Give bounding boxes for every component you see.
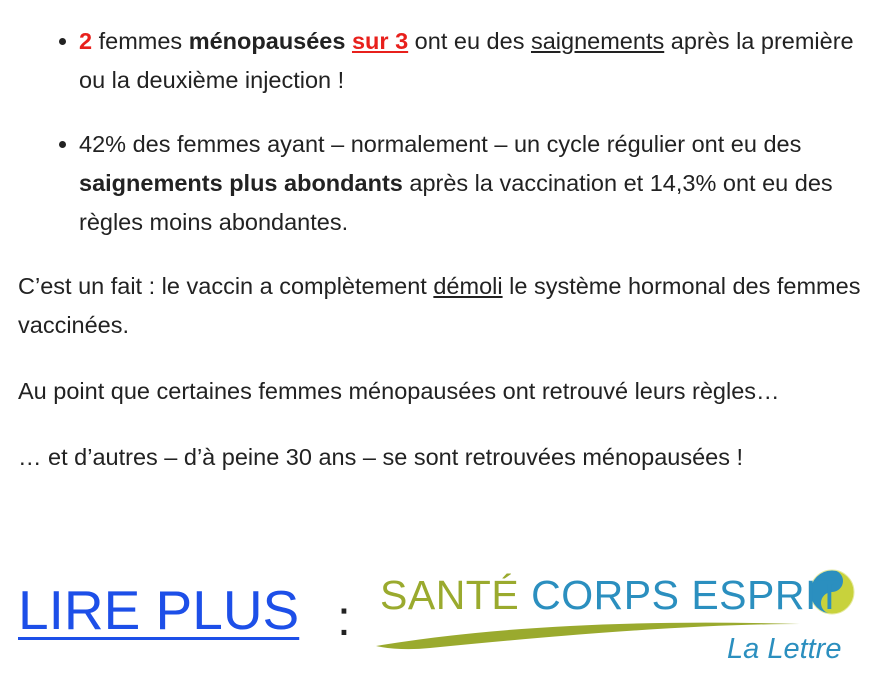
text-segment: après la première ou la deuxième injection !: [79, 28, 854, 93]
logo-word: ESPRIT: [691, 572, 843, 618]
paragraph: Au point que certaines femmes ménopausées ont retrouvé leurs règles…: [18, 378, 780, 404]
underlined-text: saignements: [530, 28, 665, 54]
logo-word: CORPS: [531, 572, 680, 618]
highlight-number: 2: [79, 28, 93, 54]
read-more-row: [18, 562, 868, 687]
highlight-ratio: sur 3: [351, 28, 409, 54]
paragraph: [18, 267, 863, 345]
text-segment: C’est un fait : le vaccin a complètement: [18, 273, 434, 299]
text-segment: après la vaccination et 14,3% ont eu des règles moins abondantes.: [79, 170, 833, 235]
logo-word: SANTÉ: [380, 572, 520, 618]
logo-subtitle: La Lettre: [727, 633, 842, 665]
text-segment: le système hormonal des femmes vaccinées.: [18, 273, 861, 338]
article-body: [18, 22, 863, 504]
bullet-item: [18, 22, 863, 100]
bold-text: saignements plus abondants: [79, 170, 403, 196]
text-segment: femmes: [92, 28, 189, 54]
bullet-item: [18, 125, 863, 242]
bold-text: ménopausées: [188, 28, 346, 54]
bullet-list: [18, 22, 863, 242]
brand-logo[interactable]: [370, 562, 868, 687]
paragraph: … et d’autres – d’à peine 30 ans – se sont retrouvées ménopausées !: [18, 444, 744, 470]
text-segment: ont eu des: [408, 28, 531, 54]
underlined-text: démoli: [433, 273, 503, 299]
text-segment: 42% des femmes ayant – normalement – un cycle régulier ont eu des: [79, 131, 802, 157]
colon-separator: :: [337, 590, 351, 646]
read-more-link[interactable]: LIRE PLUS: [18, 579, 300, 641]
logo-title: [380, 570, 842, 620]
